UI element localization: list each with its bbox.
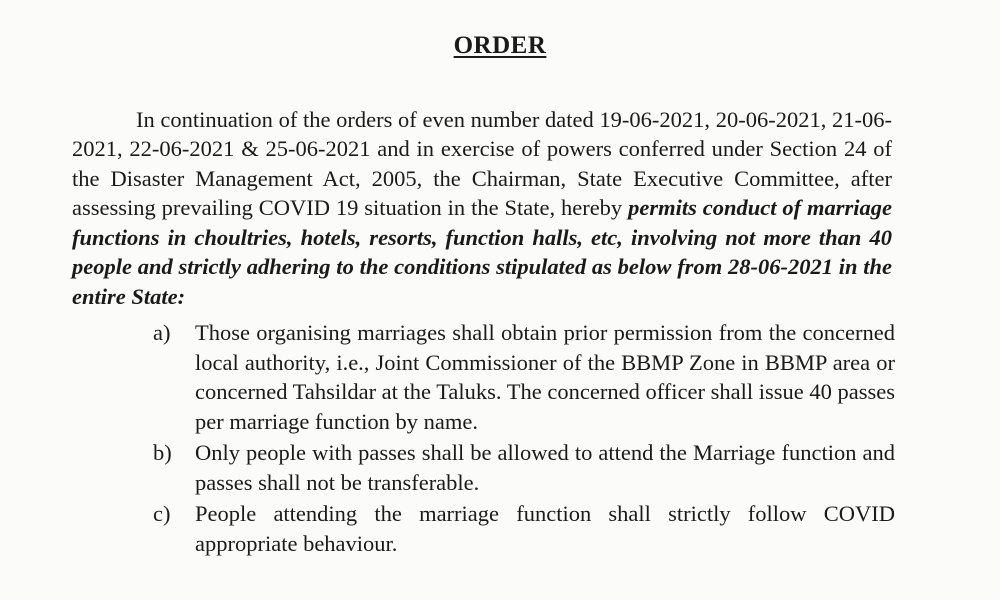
condition-item-b [0,438,1000,497]
condition-marker: b) [153,440,172,465]
order-paragraph [72,105,892,312]
condition-text: Only people with passes shall be allowed to attend the Marriage function and passes shall not be transferable. [195,440,895,495]
condition-item-a [0,318,1000,436]
condition-text: People attending the marriage function shall strictly follow COVID appropriate behaviour. [195,501,895,556]
condition-item-c [0,499,1000,558]
document-title: ORDER [453,32,547,59]
conditions-list [0,318,1000,558]
condition-marker: a) [153,320,171,345]
condition-text: Those organising marriages shall obtain prior permission from the concerned local authority, i.e., Joint Commissioner of the BBMP Zone in BBMP area or concerned Tahsildar at the Taluks. The concerned officer shall issue 40 passes per marriage function by name. [195,320,895,434]
order-paragraph-text: In continuation of the orders of even number dated 19-06-2021, 20-06-2021, 21-06-2021, 22-06-2021 & 25-06-2021 and in exercise of powers conferred under Section 24 of the Disaster Management Act, 2005, the Chairman, State Executive Committee, after assessing prevailing COVID 19 situation in the State, hereby [72,106,892,220]
order-paragraph-emphasis: permits conduct of marriage functions in choultries, hotels, resorts, function halls, etc, involving not more than 40 people and strictly adhering to the conditions stipulated as below from 28-06-2021 in the entire State: [72,195,893,309]
condition-marker: c) [153,501,171,526]
